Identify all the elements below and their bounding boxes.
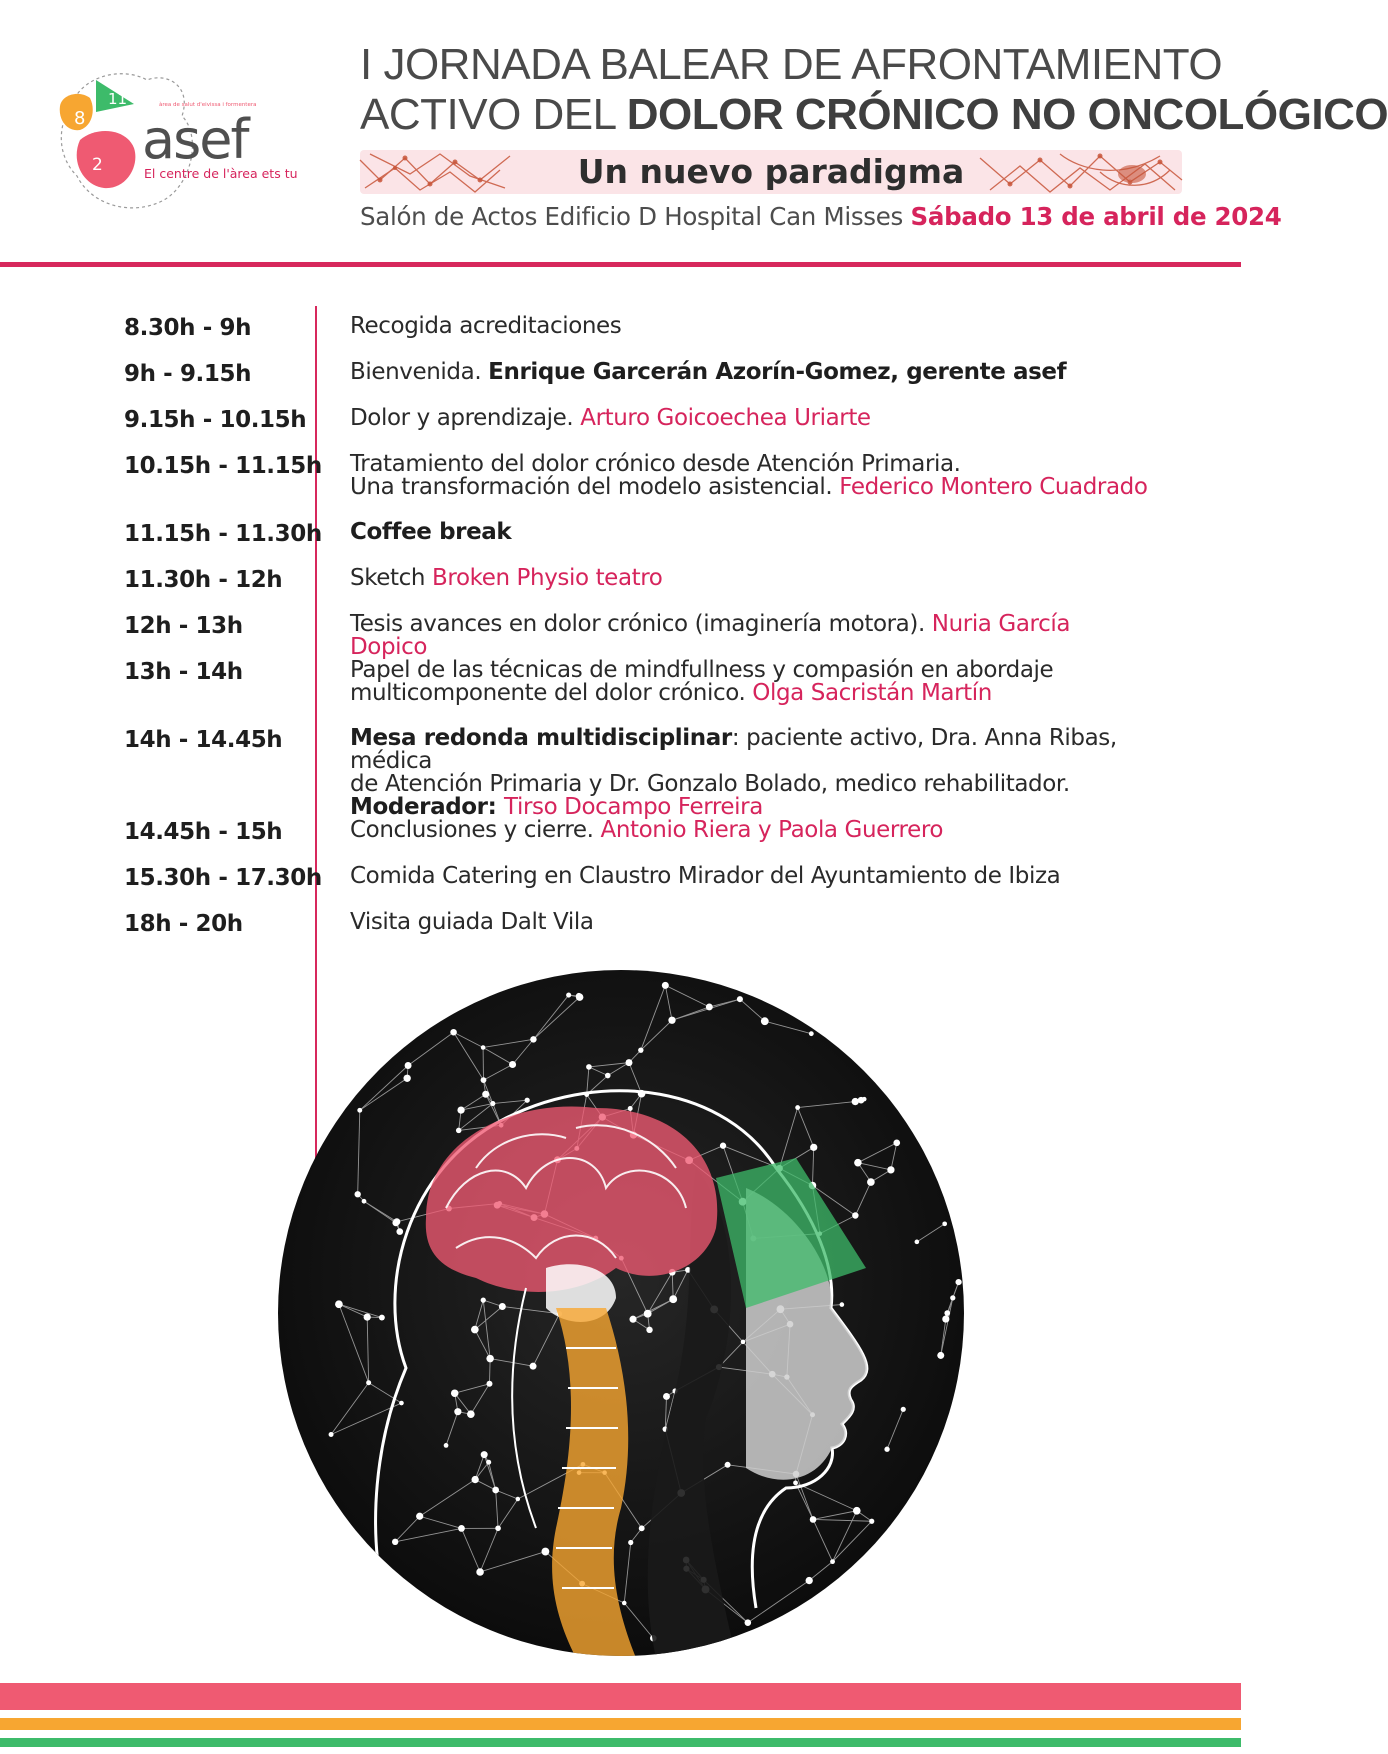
network-node (481, 1045, 486, 1050)
network-node (492, 1487, 499, 1494)
header-divider (0, 262, 1241, 267)
network-node (450, 1029, 457, 1036)
network-node (745, 1619, 752, 1626)
network-node (542, 1548, 550, 1556)
network-node (830, 1559, 835, 1564)
network-node (486, 1460, 491, 1465)
network-node (393, 1218, 400, 1225)
asef-logo (52, 66, 322, 226)
event-date: Sábado 13 de abril de 2024 (910, 202, 1282, 231)
network-node (355, 1191, 361, 1197)
network-node (481, 1297, 486, 1302)
network-node (663, 1393, 670, 1400)
network-node (586, 1064, 592, 1070)
venue-date-line (360, 202, 1282, 231)
speaker-name: Nuria García Dopico (350, 611, 1071, 660)
row-time: 9h - 9.15h (124, 361, 252, 387)
network-node (626, 1059, 633, 1066)
network-node (490, 1101, 495, 1106)
network-node (884, 1447, 889, 1452)
network-node (737, 996, 743, 1002)
speaker-name: Federico Montero Cuadrado (839, 474, 1148, 500)
network-node (471, 1326, 479, 1334)
logo-small-text: àrea de salut d'eivissa i formentera (159, 102, 257, 108)
network-node (499, 1303, 506, 1310)
description-text: Tesis avances en dolor crónico (imaginería motora). (350, 611, 932, 637)
network-node (806, 1577, 813, 1584)
network-node (840, 1302, 845, 1307)
network-node (669, 1295, 677, 1303)
description-text: Recogida acreditaciones (350, 313, 622, 339)
row-time: 14h - 14.45h (124, 727, 283, 753)
description-text: Comida Catering en Claustro Mirador del Ayuntamiento de Ibiza (350, 863, 1061, 889)
description-text: multicomponente del dolor crónico. (350, 680, 753, 706)
description-text: : paciente activo, Dra. Anna Ribas, médica (350, 725, 1117, 774)
bold-text: Moderador: (350, 794, 505, 820)
description-text: Bienvenida. (350, 359, 489, 385)
stripe-green (0, 1738, 1241, 1747)
network-node (366, 1380, 371, 1385)
network-node (451, 1389, 459, 1397)
network-node (853, 1507, 861, 1515)
network-node (509, 1061, 516, 1068)
description-text: Visita guiada Dalt Vila (350, 909, 594, 935)
network-node (566, 992, 571, 997)
network-node (454, 1408, 461, 1415)
network-node (854, 1159, 862, 1167)
network-node (516, 1497, 520, 1501)
network-node (942, 1221, 947, 1226)
network-node (638, 1047, 643, 1052)
network-node (741, 1340, 746, 1345)
bold-text: Mesa redonda multidisciplinar (350, 725, 732, 751)
network-node (628, 1540, 633, 1545)
network-node (403, 1075, 410, 1082)
network-node (456, 1128, 462, 1134)
row-time: 14.45h - 15h (124, 819, 283, 845)
network-node (622, 1601, 627, 1606)
network-node (576, 993, 582, 999)
stripe-orange (0, 1718, 1241, 1730)
network-node (486, 1381, 492, 1387)
network-node (706, 1004, 713, 1011)
network-node (725, 1462, 731, 1468)
network-node (530, 1363, 537, 1370)
row-time: 13h - 14h (124, 659, 243, 685)
network-node (399, 1401, 404, 1406)
brain-globe-illustration (276, 968, 966, 1658)
network-node (457, 1106, 464, 1113)
row-description (350, 865, 1150, 888)
row-description (350, 819, 1150, 842)
network-node (720, 1143, 726, 1149)
network-node (329, 1432, 334, 1437)
network-node (937, 1352, 944, 1359)
row-description (350, 727, 1150, 819)
network-node (482, 1091, 489, 1098)
logo-tagline: El centre de l'àrea ets tu (144, 166, 298, 181)
network-node (396, 1228, 403, 1235)
network-node (668, 1017, 675, 1024)
network-node (525, 1098, 530, 1103)
network-node (901, 1407, 906, 1412)
network-node (862, 1097, 866, 1101)
subtitle-banner (360, 150, 1182, 194)
row-description (350, 361, 1150, 384)
row-description (350, 407, 1150, 430)
network-node (793, 1480, 798, 1485)
network-node (416, 1513, 423, 1520)
network-node (467, 1410, 475, 1418)
network-node (628, 1106, 633, 1111)
speaker-name: Antonio Riera y Paola Guerrero (600, 817, 944, 843)
row-description (350, 659, 1150, 705)
event-title-line1: I JORNADA BALEAR DE AFRONTAMIENTO (360, 40, 1223, 89)
speaker-name: Broken Physio teatro (432, 565, 663, 591)
network-node (495, 1525, 501, 1531)
description-text: Dolor y aprendizaje. (350, 405, 581, 431)
description-text: Tratamiento del dolor crónico desde Atención Primaria. (350, 451, 961, 477)
description-text: Conclusiones y cierre. (350, 817, 601, 843)
description-text: Una transformación del modelo asistencial. (350, 474, 840, 500)
network-node (761, 1017, 769, 1025)
network-node (646, 1327, 652, 1333)
network-node (486, 1355, 493, 1362)
logo-num-2: 2 (92, 155, 103, 175)
subtitle: Un nuevo paradigma (577, 152, 965, 191)
network-node (405, 1062, 412, 1069)
network-node (364, 1313, 371, 1320)
network-node (809, 1031, 814, 1036)
network-node (852, 1098, 859, 1105)
network-node (362, 1199, 367, 1204)
network-node (471, 1476, 478, 1483)
network-node (942, 1315, 949, 1322)
network-node (481, 1451, 488, 1458)
description-text: de Atención Primaria y Dr. Gonzalo Bolado, medico rehabilitador. (350, 771, 1070, 797)
network-node (444, 1443, 449, 1448)
row-description (350, 567, 1150, 590)
network-node (392, 1539, 398, 1545)
description-text: Papel de las técnicas de mindfullness y compasión en abordaje (350, 657, 1054, 683)
network-node (639, 1525, 645, 1531)
row-time: 10.15h - 11.15h (124, 453, 322, 479)
network-node (795, 1105, 800, 1110)
bold-text: Coffee break (350, 519, 512, 545)
event-title-line2 (360, 90, 1388, 140)
logo-num-8: 8 (74, 108, 86, 129)
network-node (481, 1077, 487, 1083)
network-node (644, 1310, 652, 1318)
row-time: 15.30h - 17.30h (124, 865, 322, 891)
network-node (887, 1166, 894, 1173)
network-node (379, 1315, 385, 1321)
row-description (350, 521, 1150, 544)
row-description (350, 613, 1150, 659)
speaker-name: Arturo Goicoechea Uriarte (580, 405, 871, 431)
row-time: 8.30h - 9h (124, 315, 252, 341)
venue: Salón de Actos Edificio D Hospital Can Misses (360, 202, 904, 231)
network-node (867, 1178, 875, 1186)
network-node (458, 1525, 465, 1532)
logo-num-11: 11 (108, 90, 128, 108)
network-node (810, 1516, 817, 1523)
header (360, 40, 1388, 231)
network-node (605, 1073, 611, 1079)
row-time: 11.30h - 12h (124, 567, 283, 593)
row-description (350, 315, 1150, 338)
network-node (810, 1144, 817, 1151)
speaker-name: Tirso Docampo Ferreira (504, 794, 763, 820)
row-time: 11.15h - 11.30h (124, 521, 322, 547)
network-node (869, 1519, 874, 1524)
network-node (629, 1316, 636, 1323)
network-node (950, 1295, 955, 1300)
row-time: 9.15h - 10.15h (124, 407, 307, 433)
speaker-name: Olga Sacristán Martín (752, 680, 992, 706)
row-time: 18h - 20h (124, 911, 243, 937)
logo-brand: asef (142, 108, 248, 171)
network-node (944, 1310, 950, 1316)
network-node (955, 1279, 961, 1285)
bold-text: Enrique Garcerán Azorín-Gomez, gerente asef (488, 359, 1067, 385)
network-node (530, 1036, 536, 1042)
stripe-pink (0, 1683, 1241, 1710)
title-line2-prefix: ACTIVO DEL (360, 90, 627, 139)
network-node (357, 1108, 362, 1113)
row-description (350, 453, 1150, 499)
network-node (662, 982, 669, 989)
network-node (335, 1300, 343, 1308)
network-node (852, 1212, 858, 1218)
network-node (893, 1139, 900, 1146)
network-node (476, 1568, 484, 1576)
network-node (915, 1240, 920, 1245)
title-line2-bold: DOLOR CRÓNICO NO ONCOLÓGICO (626, 90, 1388, 139)
description-text: Sketch (350, 565, 433, 591)
row-time: 12h - 13h (124, 613, 243, 639)
row-description (350, 911, 1150, 934)
